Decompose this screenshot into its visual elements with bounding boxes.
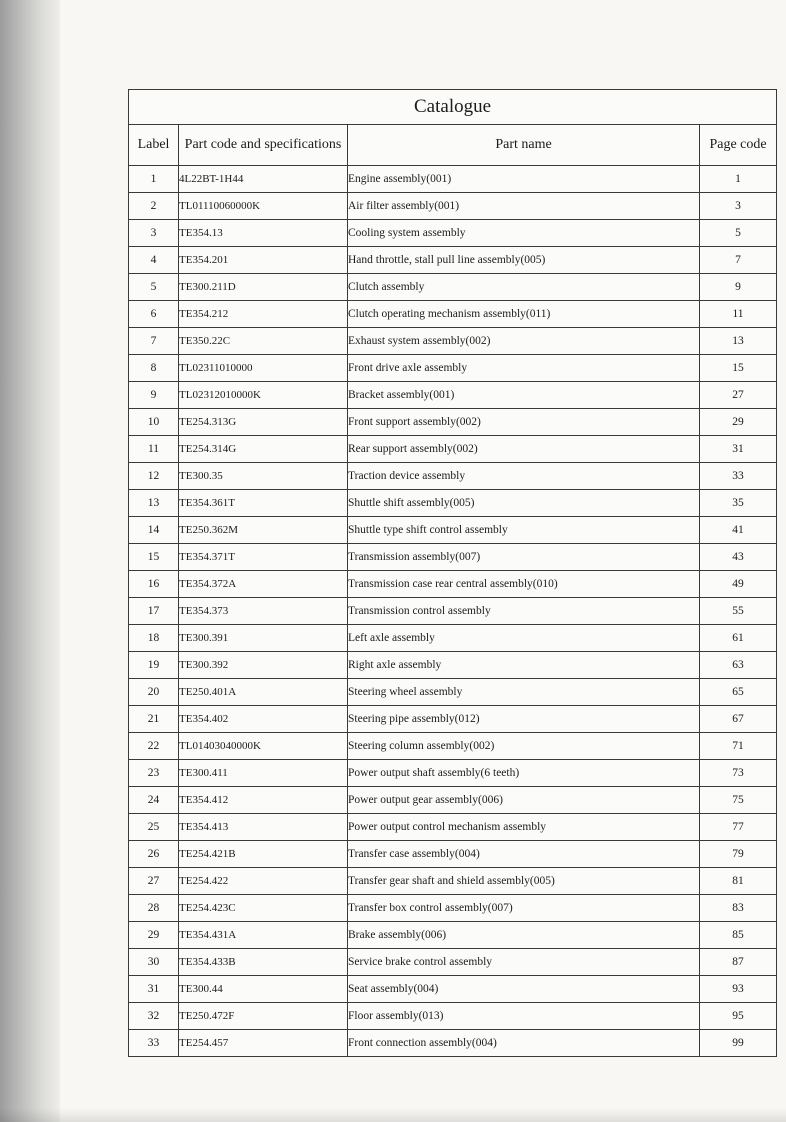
row-page-code: 61 <box>700 625 777 652</box>
row-part-name: Transfer gear shaft and shield assembly(005) <box>348 868 700 895</box>
row-label: 30 <box>129 949 179 976</box>
row-part-code: TE300.35 <box>179 463 348 490</box>
row-part-name: Front drive axle assembly <box>348 355 700 382</box>
table-row <box>129 247 777 274</box>
row-label: 8 <box>129 355 179 382</box>
header-page-code: Page code <box>700 125 777 166</box>
row-part-code: TE354.431A <box>179 922 348 949</box>
row-part-code: TE254.314G <box>179 436 348 463</box>
row-label: 23 <box>129 760 179 787</box>
row-part-code: 4L22BT-1H44 <box>179 166 348 193</box>
row-part-code: TL01110060000K <box>179 193 348 220</box>
catalogue-table <box>128 89 777 1057</box>
row-label: 22 <box>129 733 179 760</box>
row-part-name: Exhaust system assembly(002) <box>348 328 700 355</box>
table-row <box>129 166 777 193</box>
row-page-code: 83 <box>700 895 777 922</box>
table-row <box>129 625 777 652</box>
row-part-code: TE300.391 <box>179 625 348 652</box>
row-part-code: TE354.402 <box>179 706 348 733</box>
row-label: 26 <box>129 841 179 868</box>
row-part-code: TE300.411 <box>179 760 348 787</box>
row-label: 21 <box>129 706 179 733</box>
row-label: 20 <box>129 679 179 706</box>
table-row <box>129 598 777 625</box>
table-row <box>129 193 777 220</box>
row-page-code: 75 <box>700 787 777 814</box>
row-part-name: Transmission case rear central assembly(010) <box>348 571 700 598</box>
row-label: 14 <box>129 517 179 544</box>
row-part-name: Engine assembly(001) <box>348 166 700 193</box>
row-page-code: 9 <box>700 274 777 301</box>
row-page-code: 85 <box>700 922 777 949</box>
row-part-code: TE300.211D <box>179 274 348 301</box>
row-page-code: 3 <box>700 193 777 220</box>
table-row <box>129 976 777 1003</box>
table-row <box>129 895 777 922</box>
row-label: 18 <box>129 625 179 652</box>
row-page-code: 95 <box>700 1003 777 1030</box>
row-part-name: Steering wheel assembly <box>348 679 700 706</box>
table-row <box>129 571 777 598</box>
row-part-code: TE254.423C <box>179 895 348 922</box>
row-label: 25 <box>129 814 179 841</box>
table-row <box>129 1003 777 1030</box>
row-part-code: TE354.361T <box>179 490 348 517</box>
row-label: 17 <box>129 598 179 625</box>
row-part-name: Left axle assembly <box>348 625 700 652</box>
row-part-code: TE354.13 <box>179 220 348 247</box>
row-part-code: TE250.401A <box>179 679 348 706</box>
row-page-code: 63 <box>700 652 777 679</box>
row-page-code: 27 <box>700 382 777 409</box>
table-row <box>129 544 777 571</box>
row-label: 2 <box>129 193 179 220</box>
row-part-name: Service brake control assembly <box>348 949 700 976</box>
row-page-code: 43 <box>700 544 777 571</box>
row-part-code: TE354.372A <box>179 571 348 598</box>
row-page-code: 7 <box>700 247 777 274</box>
table-row <box>129 382 777 409</box>
row-part-code: TE354.373 <box>179 598 348 625</box>
table-row <box>129 409 777 436</box>
row-label: 33 <box>129 1030 179 1057</box>
row-part-code: TL02312010000K <box>179 382 348 409</box>
row-page-code: 33 <box>700 463 777 490</box>
row-part-name: Air filter assembly(001) <box>348 193 700 220</box>
row-part-code: TE254.422 <box>179 868 348 895</box>
row-part-code: TE250.362M <box>179 517 348 544</box>
header-label: Label <box>129 125 179 166</box>
table-row <box>129 301 777 328</box>
table-row <box>129 220 777 247</box>
row-page-code: 13 <box>700 328 777 355</box>
table-row <box>129 328 777 355</box>
table-row <box>129 436 777 463</box>
row-page-code: 41 <box>700 517 777 544</box>
row-page-code: 55 <box>700 598 777 625</box>
row-part-code: TE300.392 <box>179 652 348 679</box>
row-part-code: TL02311010000 <box>179 355 348 382</box>
row-page-code: 81 <box>700 868 777 895</box>
row-page-code: 31 <box>700 436 777 463</box>
table-row <box>129 706 777 733</box>
row-page-code: 29 <box>700 409 777 436</box>
row-label: 10 <box>129 409 179 436</box>
table-row <box>129 949 777 976</box>
row-page-code: 15 <box>700 355 777 382</box>
row-page-code: 77 <box>700 814 777 841</box>
row-label: 31 <box>129 976 179 1003</box>
row-part-name: Hand throttle, stall pull line assembly(005) <box>348 247 700 274</box>
row-part-code: TE354.371T <box>179 544 348 571</box>
row-page-code: 65 <box>700 679 777 706</box>
row-part-name: Steering pipe assembly(012) <box>348 706 700 733</box>
row-part-name: Clutch operating mechanism assembly(011) <box>348 301 700 328</box>
catalogue-title: Catalogue <box>129 90 777 125</box>
row-part-name: Shuttle shift assembly(005) <box>348 490 700 517</box>
row-part-code: TE254.457 <box>179 1030 348 1057</box>
row-page-code: 5 <box>700 220 777 247</box>
row-part-name: Transfer case assembly(004) <box>348 841 700 868</box>
row-part-code: TE354.212 <box>179 301 348 328</box>
row-part-name: Traction device assembly <box>348 463 700 490</box>
row-page-code: 35 <box>700 490 777 517</box>
table-row <box>129 814 777 841</box>
table-row <box>129 868 777 895</box>
row-label: 13 <box>129 490 179 517</box>
row-part-name: Transmission control assembly <box>348 598 700 625</box>
row-part-code: TE254.313G <box>179 409 348 436</box>
table-row <box>129 1030 777 1057</box>
row-part-name: Bracket assembly(001) <box>348 382 700 409</box>
row-label: 9 <box>129 382 179 409</box>
row-part-code: TE354.433B <box>179 949 348 976</box>
table-row <box>129 355 777 382</box>
row-part-name: Transfer box control assembly(007) <box>348 895 700 922</box>
row-label: 1 <box>129 166 179 193</box>
row-page-code: 67 <box>700 706 777 733</box>
row-part-name: Rear support assembly(002) <box>348 436 700 463</box>
table-row <box>129 463 777 490</box>
row-part-code: TE300.44 <box>179 976 348 1003</box>
row-label: 7 <box>129 328 179 355</box>
row-label: 16 <box>129 571 179 598</box>
row-page-code: 73 <box>700 760 777 787</box>
page-binding-shadow <box>0 0 60 1122</box>
row-label: 6 <box>129 301 179 328</box>
row-page-code: 71 <box>700 733 777 760</box>
row-page-code: 99 <box>700 1030 777 1057</box>
row-part-name: Brake assembly(006) <box>348 922 700 949</box>
table-row <box>129 679 777 706</box>
row-page-code: 93 <box>700 976 777 1003</box>
row-part-name: Front support assembly(002) <box>348 409 700 436</box>
row-label: 3 <box>129 220 179 247</box>
row-part-name: Steering column assembly(002) <box>348 733 700 760</box>
row-part-name: Shuttle type shift control assembly <box>348 517 700 544</box>
table-row <box>129 787 777 814</box>
row-page-code: 49 <box>700 571 777 598</box>
table-row <box>129 517 777 544</box>
row-page-code: 1 <box>700 166 777 193</box>
row-label: 12 <box>129 463 179 490</box>
row-part-code: TE254.421B <box>179 841 348 868</box>
table-row <box>129 733 777 760</box>
row-part-name: Power output control mechanism assembly <box>348 814 700 841</box>
row-label: 15 <box>129 544 179 571</box>
header-part-code: Part code and specifications <box>179 125 348 166</box>
row-page-code: 87 <box>700 949 777 976</box>
row-part-name: Seat assembly(004) <box>348 976 700 1003</box>
bottom-edge-shadow <box>0 1108 786 1122</box>
row-part-name: Power output gear assembly(006) <box>348 787 700 814</box>
table-row <box>129 490 777 517</box>
table-row <box>129 922 777 949</box>
row-part-code: TE250.472F <box>179 1003 348 1030</box>
table-row <box>129 841 777 868</box>
row-part-code: TE354.413 <box>179 814 348 841</box>
row-label: 4 <box>129 247 179 274</box>
table-row <box>129 760 777 787</box>
row-label: 24 <box>129 787 179 814</box>
row-part-name: Power output shaft assembly(6 teeth) <box>348 760 700 787</box>
row-page-code: 11 <box>700 301 777 328</box>
catalogue-rows <box>129 166 777 1057</box>
row-label: 32 <box>129 1003 179 1030</box>
row-label: 11 <box>129 436 179 463</box>
row-page-code: 79 <box>700 841 777 868</box>
row-part-name: Cooling system assembly <box>348 220 700 247</box>
row-part-name: Transmission assembly(007) <box>348 544 700 571</box>
row-label: 29 <box>129 922 179 949</box>
row-label: 5 <box>129 274 179 301</box>
table-row <box>129 274 777 301</box>
row-label: 28 <box>129 895 179 922</box>
row-label: 27 <box>129 868 179 895</box>
row-label: 19 <box>129 652 179 679</box>
row-part-code: TE354.201 <box>179 247 348 274</box>
row-part-name: Floor assembly(013) <box>348 1003 700 1030</box>
row-part-name: Front connection assembly(004) <box>348 1030 700 1057</box>
row-part-code: TE354.412 <box>179 787 348 814</box>
row-part-name: Right axle assembly <box>348 652 700 679</box>
table-row <box>129 652 777 679</box>
row-part-code: TL01403040000K <box>179 733 348 760</box>
header-part-name: Part name <box>348 125 700 166</box>
row-part-code: TE350.22C <box>179 328 348 355</box>
row-part-name: Clutch assembly <box>348 274 700 301</box>
